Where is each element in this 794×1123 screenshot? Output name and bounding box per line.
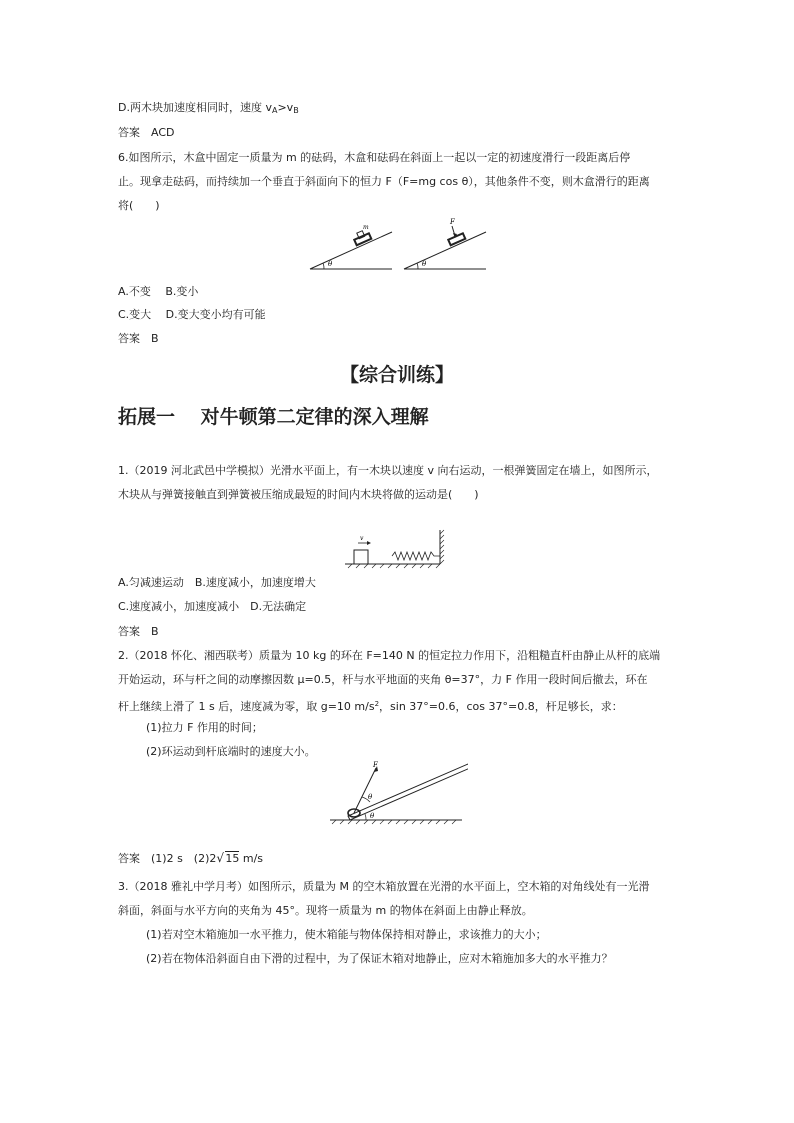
q5-gt: >v: [277, 101, 294, 114]
q6-option-cd: C.变大 D.变大变小均有可能: [118, 308, 266, 321]
q6-right-force: F: [450, 218, 455, 226]
q2-line3-pre: 杆上继续上滑了 1 s 后，速度减为零，取 g=10 m/s: [118, 700, 375, 713]
q6-right-theta: θ: [422, 260, 427, 268]
q5-sub-b: B: [293, 106, 299, 115]
q3-part1: (1)若对空木箱施加一水平推力，使木箱能与物体保持相对静止，求该推力的大小；: [146, 928, 547, 941]
q3-part2: (2)若在物体沿斜面自由下滑的过程中，为了保证木箱对地静止，应对木箱施加多大的水平推力？: [146, 952, 613, 965]
q2-part1: (1)拉力 F 作用的时间；: [146, 721, 263, 734]
q2-part2: (2)环运动到杆底端时的速度大小。: [146, 745, 316, 758]
q3-line2: 斜面，斜面与水平方向的夹角为 45°。现将一质量为 m 的物体在斜面上由静止释放。: [118, 904, 533, 917]
q1-velocity: v: [360, 535, 364, 542]
q6-option-ab: A.不变 B.变小: [118, 285, 199, 298]
q2-answer-pre: 答案 (1)2 s (2)2: [118, 852, 217, 865]
q2-line2: 开始运动，环与杆之间的动摩擦因数 μ=0.5，杆与水平地面的夹角 θ=37°，力 F 作用一段时间后撤去，环在: [118, 673, 648, 686]
q1-line2: 木块从与弹簧接触直到弹簧被压缩成最短的时间内木块将做的运动是( ): [118, 488, 479, 501]
q6-figure: [300, 214, 500, 274]
q2-line1: 2.（2018 怀化、湘西联考）质量为 10 kg 的环在 F=140 N 的恒定拉力作用下，沿粗糙直杆由静止从杆的底端: [118, 649, 661, 662]
q6-left-mass: m: [363, 224, 369, 231]
q2-theta-bottom: θ: [370, 812, 375, 820]
q2-line3-post: ，sin 37°=0.6，cos 37°=0.8，杆足够长，求：: [379, 700, 623, 713]
sqrt-icon: √: [216, 851, 225, 865]
q1-figure: [340, 528, 450, 572]
q2-theta-top: θ: [368, 793, 373, 801]
q5-option-d-text: D.两木块加速度相同时，速度 v: [118, 101, 272, 114]
q2-figure: [328, 758, 468, 826]
q1-option-ab: A.匀减速运动 B.速度减小，加速度增大: [118, 576, 316, 589]
q2-answer: [118, 852, 263, 866]
q2-answer-sqrt: [216, 852, 239, 866]
extension-title: 拓展一 对牛顿第二定律的深入理解: [118, 406, 429, 428]
q5-option-d: [118, 101, 299, 118]
q6-answer: 答案 B: [118, 332, 159, 345]
q6-left-theta: θ: [328, 260, 333, 268]
q2-force: F: [373, 761, 378, 769]
q1-line1: 1.（2019 河北武邑中学模拟）光滑水平面上，有一木块以速度 v 向右运动，一根弹簧固定在墙上，如图所示，: [118, 464, 658, 477]
q2-line3-sup: 2: [374, 700, 380, 708]
q2-answer-radicand: 15: [225, 852, 240, 865]
q5-sub-a: A: [271, 106, 278, 115]
section-title: 【综合训练】: [339, 364, 454, 386]
q6-line3: 将( ): [118, 199, 160, 212]
q2-answer-post: m/s: [239, 852, 264, 865]
q5-answer: 答案 ACD: [118, 126, 175, 139]
q1-answer: 答案 B: [118, 625, 159, 638]
q1-option-cd: C.速度减小，加速度减小 D.无法确定: [118, 600, 307, 613]
q2-line3: [118, 697, 623, 714]
q3-line1: 3.（2018 雅礼中学月考）如图所示，质量为 M 的空木箱放置在光滑的水平面上，空木箱的对角线处有一光滑: [118, 880, 650, 893]
q6-line1: 6.如图所示，木盒中固定一质量为 m 的砝码，木盒和砝码在斜面上一起以一定的初速度滑行一段距离后停: [118, 151, 631, 164]
q6-line2: 止。现拿走砝码，而持续加一个垂直于斜面向下的恒力 F（F=mg cos θ），其他条件不变，则木盒滑行的距离: [118, 175, 650, 188]
